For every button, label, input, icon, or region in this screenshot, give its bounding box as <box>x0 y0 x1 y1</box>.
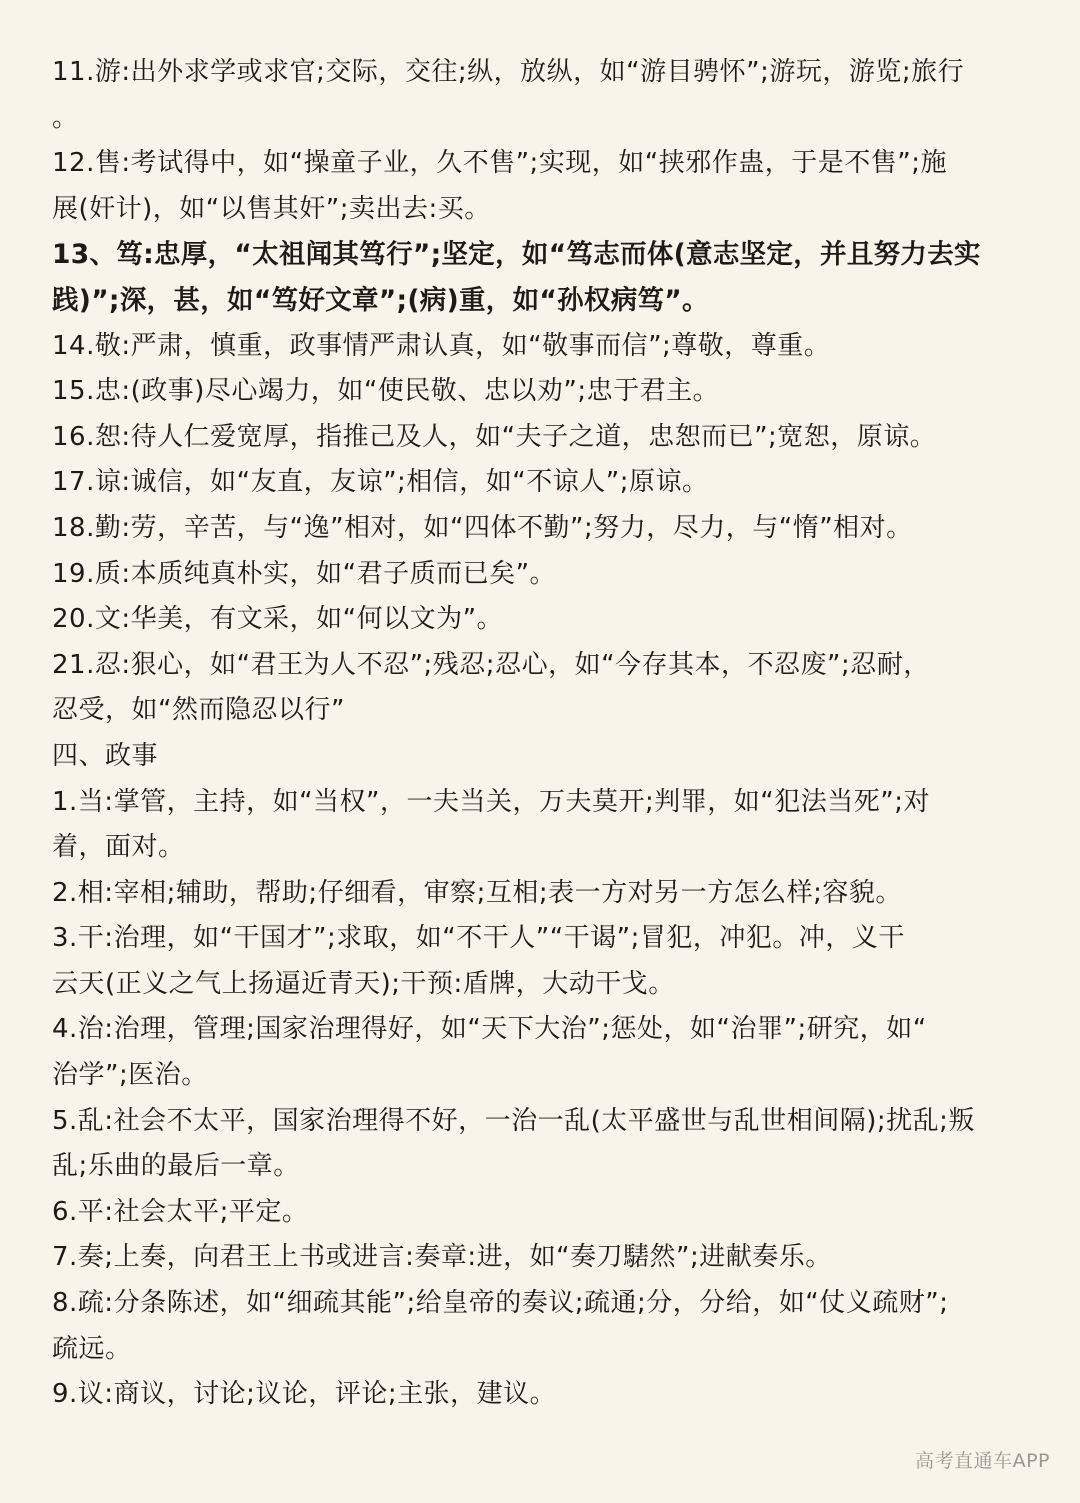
text-line: 21.忍:狠心，如“君王为人不忍”;残忍;忍心，如“今存其本，不忍废”;忍耐， <box>52 649 930 680</box>
text-line: 20.文:华美，有文采，如“何以文为”。 <box>52 604 504 635</box>
text-line: 6.平:社会太平;平定。 <box>52 1196 309 1227</box>
text-line-bold: 践)”;深，甚，如“笃好文章”;(病)重，如“孙权病笃”。 <box>52 284 709 316</box>
text-line: 忍受，如“然而隐忍以行” <box>52 695 345 726</box>
text-line-bold: 13、笃:忠厚，“太祖闻其笃行”;坚定，如“笃志而体(意志坚定，并且努力去实 <box>52 239 981 271</box>
text-line: 5.乱:社会不太平，国家治理得不好，一治一乱(太平盛世与乱世相间隔);扰乱;叛 <box>52 1105 975 1136</box>
section-heading: 四、政事 <box>52 740 159 771</box>
text-line: 4.治:治理，管理;国家治理得好，如“天下大治”;惩处，如“治罪”;研究，如“ <box>52 1014 927 1045</box>
text-line: 7.奏;上奏，向君王上书或进言:奏章:进，如“奏刀騞然”;进献奏乐。 <box>52 1242 832 1273</box>
text-line: 9.议:商议，讨论;议论，评论;主张，建议。 <box>52 1379 557 1410</box>
text-line: 疏远。 <box>52 1333 132 1364</box>
text-line: 1.当:掌管，主持，如“当权”，一夫当关，万夫莫开;判罪，如“犯法当死”;对 <box>52 786 930 817</box>
text-line: 3.干:治理，如“干国才”;求取，如“不干人”“干谒”;冒犯，冲犯。冲，义干 <box>52 923 905 954</box>
watermark-text: 高考直通车APP <box>915 1450 1050 1472</box>
text-line: 14.敬:严肃，慎重，政事情严肃认真，如“敬事而信”;尊敬，尊重。 <box>52 330 831 361</box>
text-line: 乱;乐曲的最后一章。 <box>52 1151 300 1182</box>
text-line: 展(奸计)，如“以售其奸”;卖出去:买。 <box>52 193 491 224</box>
text-line: 17.谅:诚信，如“友直，友谅”;相信，如“不谅人”;原谅。 <box>52 467 709 498</box>
text-line: 8.疏:分条陈述，如“细疏其能”;给皇帝的奏议;疏通;分，分给，如“仗义疏财”; <box>52 1288 949 1319</box>
text-line: 治学”;医治。 <box>52 1060 208 1091</box>
text-line: 。 <box>52 102 79 133</box>
text-line: 16.恕:待人仁爱宽厚，指推己及人，如“夫子之道，忠恕而已”;宽恕，原谅。 <box>52 421 937 452</box>
text-line: 着，面对。 <box>52 832 185 863</box>
text-line: 18.勤:劳，辛苦，与“逸”相对，如“四体不勤”;努力，尽力，与“惰”相对。 <box>52 512 913 543</box>
document-body <box>52 50 1032 1418</box>
text-line: 云天(正义之气上扬逼近青天);干预:盾牌，大动干戈。 <box>52 968 675 999</box>
text-line: 15.忠:(政事)尽心竭力，如“使民敬、忠以劝”;忠于君主。 <box>52 376 720 407</box>
text-line: 12.售:考试得中，如“操童子业，久不售”;实现，如“挟邪作蛊，于是不售”;施 <box>52 148 948 179</box>
text-line: 2.相:宰相;辅助，帮助;仔细看，审察;互相;表一方对另一方怎么样;容貌。 <box>52 877 902 908</box>
text-line: 19.质:本质纯真朴实，如“君子质而已矣”。 <box>52 558 557 589</box>
text-line: 11.游:出外求学或求官;交际，交往;纵，放纵，如“游目骋怀”;游玩，游览;旅行 <box>52 57 965 87</box>
